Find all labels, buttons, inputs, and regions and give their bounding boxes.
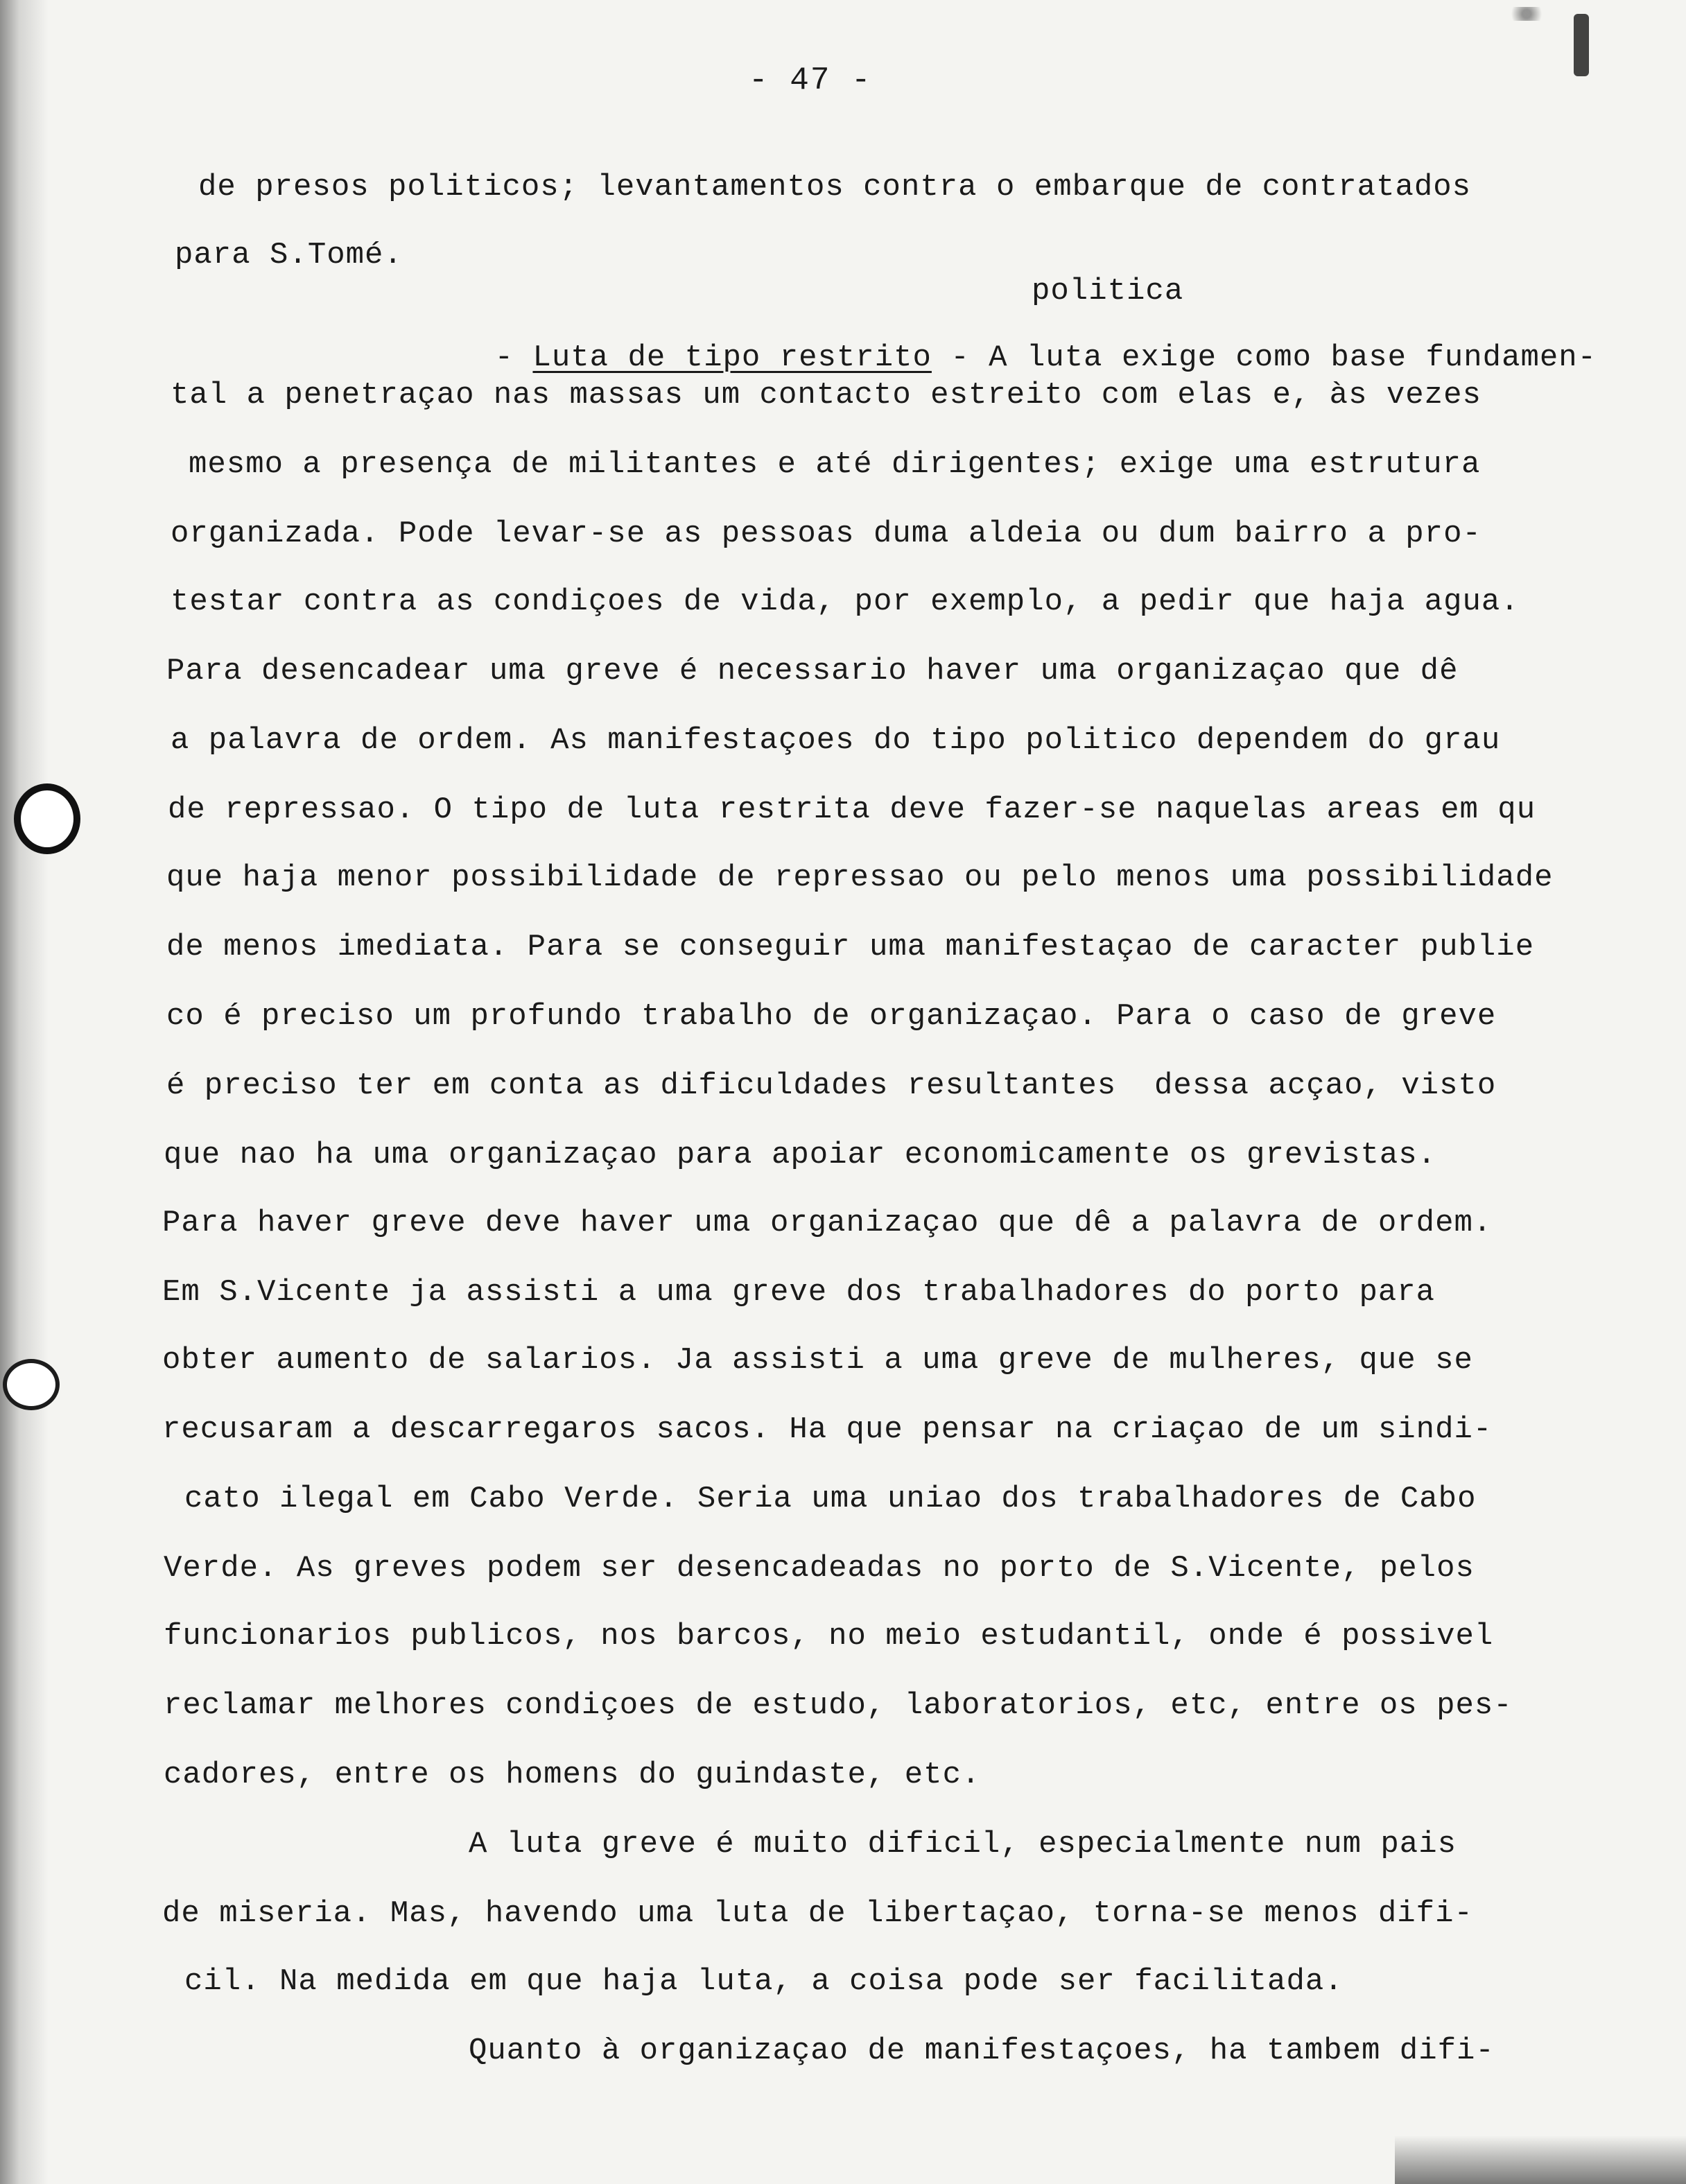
text-line: Em S.Vicente ja assisti a uma greve dos trabalhadores do porto para (162, 1275, 1436, 1310)
text-line: organizada. Pode levar-se as pessoas duma aldeia ou dum bairro a pro- (171, 517, 1481, 551)
text-line: cadores, entre os homens do guindaste, etc. (164, 1758, 981, 1792)
text-line: testar contra as condiçoes de vida, por exemplo, a pedir que haja agua. (171, 584, 1520, 619)
text-line: de repressao. O tipo de luta restrita deve fazer-se naquelas areas em qu (168, 792, 1536, 827)
text-line: que haja menor possibilidade de repressao ou pelo menos uma possibilidade (166, 860, 1554, 895)
text-line: A luta greve é muito dificil, especialmente num pais (469, 1827, 1457, 1862)
text-line: recusaram a descarregaros sacos. Ha que pensar na criaçao de um sindi- (162, 1412, 1493, 1447)
text-line: funcionarios publicos, nos barcos, no meio estudantil, onde é possivel (164, 1619, 1494, 1654)
text-line: mesmo a presença de militantes e até dirigentes; exige uma estrutura (189, 447, 1481, 482)
text-line: de menos imediata. Para se conseguir uma manifestaçao de caracter publie (166, 930, 1535, 964)
text-line: obter aumento de salarios. Ja assisti a uma greve de mulheres, que se (162, 1343, 1473, 1378)
page-number: - 47 - (749, 62, 872, 98)
heading-dash: - (494, 340, 533, 375)
text-line: de presos politicos; levantamentos contra o embarque de contratados (198, 170, 1472, 205)
text-line: co é preciso um profundo trabalho de organizaçao. Para o caso de greve (166, 999, 1497, 1034)
text-line: a palavra de ordem. As manifestaçoes do tipo politico dependem do grau (171, 723, 1501, 758)
scan-speck (1506, 7, 1547, 21)
text-line: Verde. As greves podem ser desencadeadas no porto de S.Vicente, pelos (164, 1551, 1475, 1586)
text-line: cil. Na medida em que haja luta, a coisa pode ser facilitada. (184, 1964, 1344, 1999)
heading-continuation: - A luta exige como base fundamen- (931, 340, 1597, 375)
text-line: Quanto à organizaçao de manifestaçoes, ha tambem difi- (469, 2034, 1495, 2068)
handwritten-insertion: politica (1032, 274, 1184, 309)
punch-hole (14, 783, 80, 854)
text-line: de miseria. Mas, havendo uma luta de libertaçao, torna-se menos difi- (162, 1896, 1473, 1931)
corner-mark (1574, 14, 1589, 76)
section-heading: Luta de tipo restrito (532, 340, 932, 375)
text-line: tal a penetraçao nas massas um contacto estreito com elas e, às vezes (171, 378, 1481, 413)
text-line: Para haver greve deve haver uma organizaçao que dê a palavra de ordem. (162, 1206, 1493, 1240)
punch-hole (3, 1359, 60, 1410)
scan-smudge (1395, 2135, 1686, 2184)
text-line: é preciso ter em conta as dificuldades resultantes dessa acçao, visto (166, 1068, 1497, 1103)
text-line: reclamar melhores condiçoes de estudo, laboratorios, etc, entre os pes- (164, 1688, 1513, 1723)
text-line: Para desencadear uma greve é necessario haver uma organizaçao que dê (166, 654, 1459, 688)
scan-edge-shadow (0, 0, 49, 2184)
text-line: para S.Tomé. (175, 238, 403, 272)
text-line: que nao ha uma organizaçao para apoiar economicamente os grevistas. (164, 1138, 1437, 1172)
text-line: cato ilegal em Cabo Verde. Seria uma uniao dos trabalhadores de Cabo (184, 1482, 1477, 1516)
